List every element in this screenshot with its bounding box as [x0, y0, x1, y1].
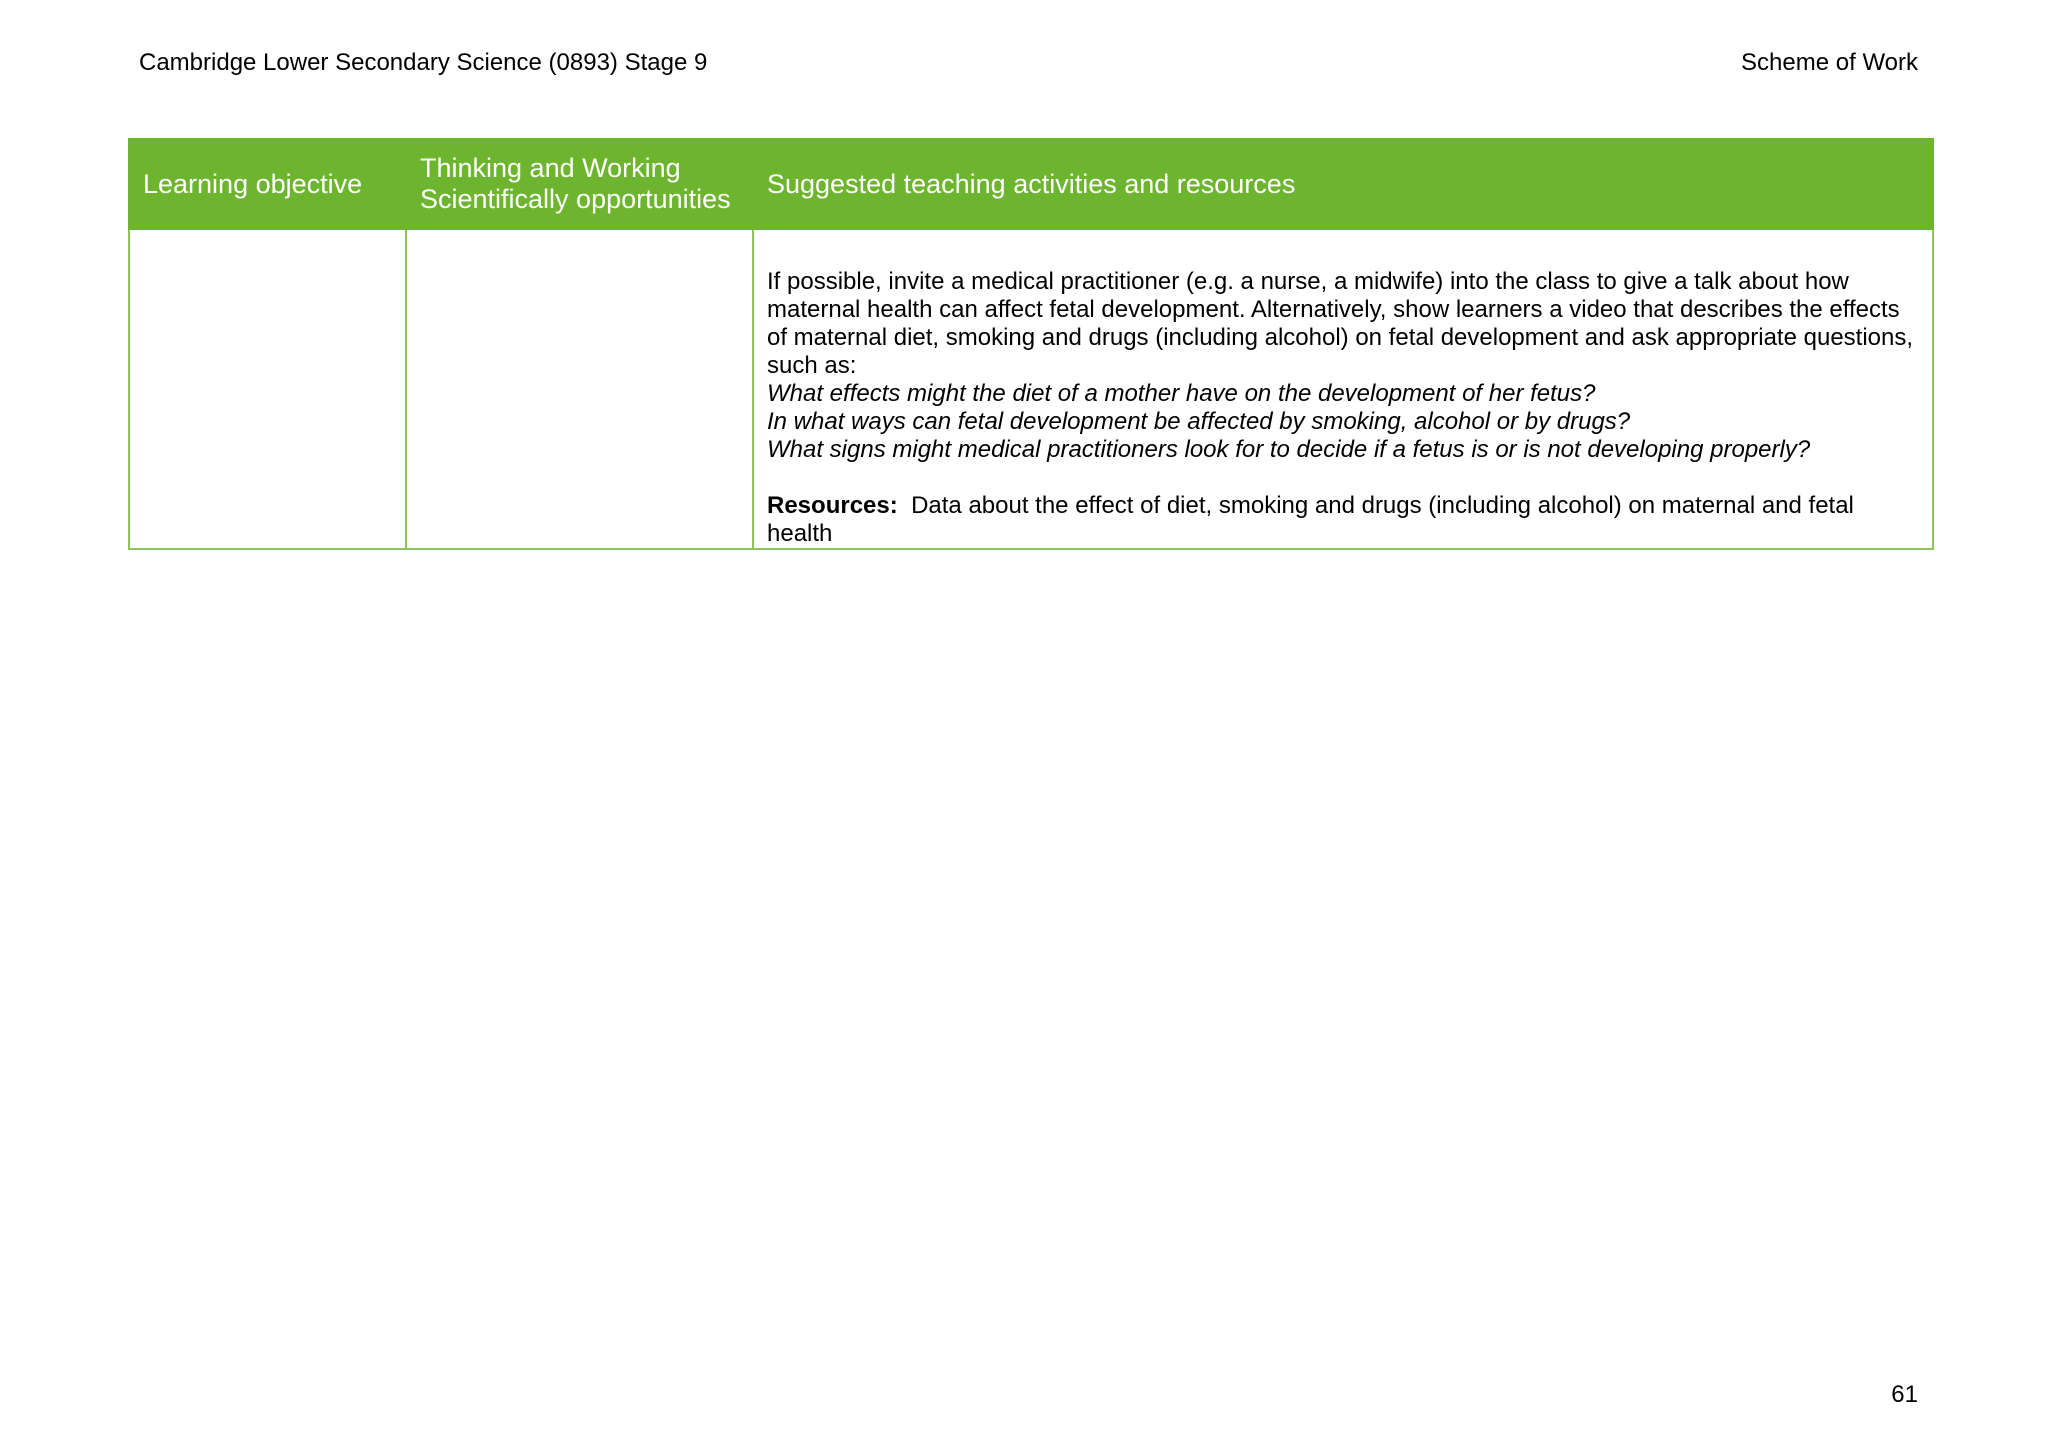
question-3: What signs might medical practitioners look for to decide if a fetus is or is not developing properly?	[767, 436, 1811, 463]
question-1: What effects might the diet of a mother have on the development of her fetus?	[767, 380, 1596, 407]
page-number: 61	[1891, 1381, 1918, 1408]
question-2: In what ways can fetal development be affected by smoking, alcohol or by drugs?	[767, 408, 1631, 435]
table-header-row	[129, 139, 1933, 229]
document-type: Scheme of Work	[1741, 49, 1918, 76]
learning-objective-cell	[129, 229, 406, 549]
column-header-activities: Suggested teaching activities and resources	[753, 139, 1933, 229]
twso-cell	[406, 229, 753, 549]
column-header-learning-objective: Learning objective	[129, 139, 406, 229]
resources-text: Data about the effect of diet, smoking and drugs (including alcohol) on maternal and fetal health	[767, 492, 1854, 547]
column-header-twso: Thinking and Working Scientifically opportunities	[406, 139, 753, 229]
resources-label: Resources:	[767, 492, 898, 519]
scheme-of-work-table	[128, 138, 1934, 550]
activity-intro: If possible, invite a medical practitioner (e.g. a nurse, a midwife) into the class to give a talk about how maternal health can affect fetal development. Alternatively, show learners a video that describes the effects of maternal diet, smoking and drugs (including alcohol) on fetal development and ask appropriate questions, such as:	[767, 268, 1914, 379]
table-row	[129, 229, 1933, 549]
activity-cell	[753, 229, 1933, 549]
resources-line	[767, 492, 1919, 548]
document-title: Cambridge Lower Secondary Science (0893) Stage 9	[139, 49, 708, 76]
